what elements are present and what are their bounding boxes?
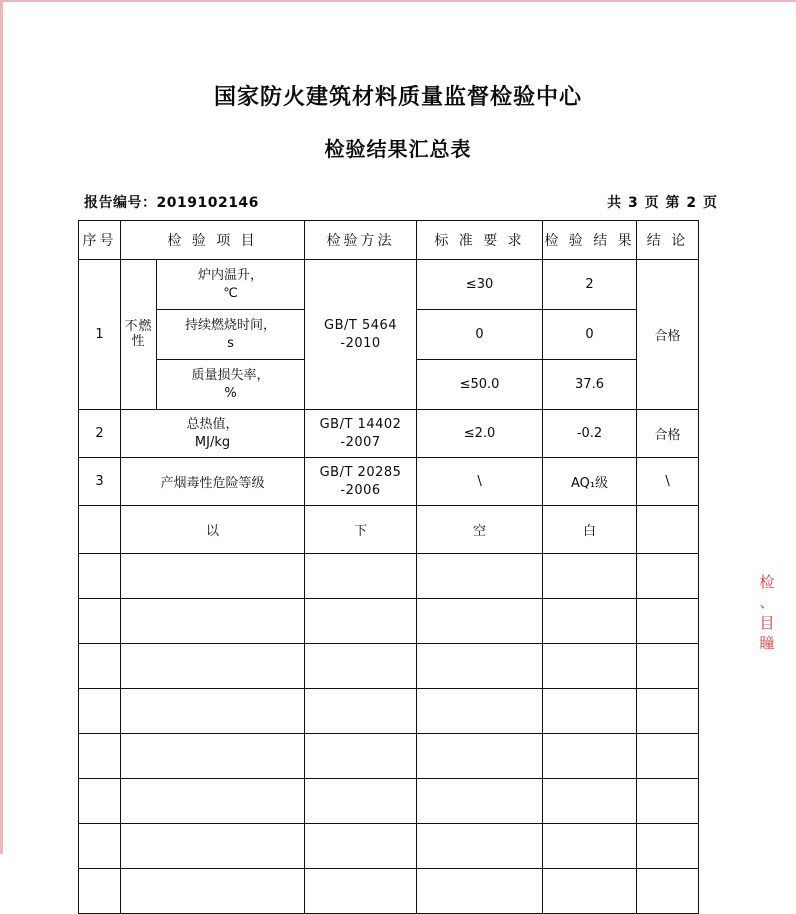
blank-cell: [121, 689, 305, 734]
blank-cell: [305, 554, 417, 599]
closing-no: [79, 506, 121, 554]
table-row-blank: [79, 599, 699, 644]
title-block: [0, 80, 796, 162]
page-title: 国家防火建筑材料质量监督检验中心: [213, 85, 582, 110]
closing-method: 下: [305, 506, 417, 554]
table-row-blank: [79, 644, 699, 689]
method-2-line1: GB/T 14402: [319, 416, 402, 432]
red-stamp-marking: [750, 572, 784, 732]
table-row-blank: [79, 869, 699, 914]
blank-cell: [637, 824, 699, 869]
blank-cell: [121, 554, 305, 599]
table-row-blank: [79, 689, 699, 734]
sub-item-1-2-line1: 持续燃烧时间，: [185, 317, 277, 333]
sub-item-1-1-line1: 炉内温升，: [198, 267, 264, 283]
item-2-line2: MJ/kg: [194, 434, 231, 450]
blank-cell: [121, 779, 305, 824]
blank-cell: [543, 779, 637, 824]
sub-item-1-1-line2: ℃: [223, 285, 238, 301]
blank-cell: [417, 824, 543, 869]
sub-item-1-3-line2: %: [224, 385, 237, 401]
blank-cell: [543, 824, 637, 869]
blank-cell: [79, 779, 121, 824]
blank-cell: [637, 869, 699, 914]
method-3-line2: -2006: [340, 482, 381, 498]
item-3: 产烟毒性危险等级: [121, 458, 305, 506]
header-conclusion: 结 论: [637, 221, 699, 260]
blank-cell: [121, 599, 305, 644]
blank-cell: [637, 734, 699, 779]
blank-cell: [79, 644, 121, 689]
blank-cell: [79, 824, 121, 869]
blank-cell: [79, 689, 121, 734]
closing-standard: 空: [417, 506, 543, 554]
method-1-line1: GB/T 5464: [324, 317, 398, 333]
closing-conclusion: [637, 506, 699, 554]
sub-item-1-2-line2: s: [227, 335, 234, 351]
report-number: 报告编号：2019102146: [84, 195, 259, 211]
standard-2: ≤2.0: [417, 410, 543, 458]
blank-cell: [417, 869, 543, 914]
header-method: 检验方法: [305, 221, 417, 260]
blank-cell: [305, 824, 417, 869]
row-no-3: 3: [79, 458, 121, 506]
table-row: [79, 458, 699, 506]
standard-1-3: ≤50.0: [417, 360, 543, 410]
blank-cell: [305, 689, 417, 734]
stamp-line-1: 检: [759, 573, 775, 591]
method-2: [305, 410, 417, 458]
blank-cell: [543, 599, 637, 644]
row-no-2: 2: [79, 410, 121, 458]
blank-cell: [305, 734, 417, 779]
row-group-label-1: 不燃性: [121, 260, 157, 410]
header-standard: 标 准 要 求: [417, 221, 543, 260]
blank-cell: [121, 869, 305, 914]
stamp-line-2: 、: [759, 593, 775, 612]
blank-cell: [543, 869, 637, 914]
results-table: [78, 220, 699, 914]
blank-cell: [417, 689, 543, 734]
stamp-line-4: 瞳: [759, 633, 775, 652]
blank-cell: [79, 869, 121, 914]
blank-cell: [543, 554, 637, 599]
header-item: 检 验 项 目: [121, 221, 305, 260]
standard-1-1: ≤30: [417, 260, 543, 310]
table-row: [79, 260, 699, 310]
method-1: [305, 260, 417, 410]
result-1-2: 0: [543, 310, 637, 360]
table-row-closing: [79, 506, 699, 554]
method-2-line2: -2007: [340, 434, 381, 450]
page-subtitle: 检验结果汇总表: [324, 137, 472, 161]
scan-edge-left: [0, 0, 3, 854]
report-meta: [0, 192, 796, 212]
stamp-line-3: 目: [759, 613, 775, 632]
standard-1-2: 0: [417, 310, 543, 360]
blank-cell: [79, 599, 121, 644]
scan-edge-top: [0, 0, 796, 2]
blank-cell: [417, 644, 543, 689]
blank-cell: [305, 869, 417, 914]
item-2-line1: 总热值，: [186, 416, 239, 432]
result-3: AQ₁级: [543, 458, 637, 506]
blank-cell: [305, 599, 417, 644]
blank-cell: [121, 824, 305, 869]
conclusion-1: 合格: [637, 260, 699, 410]
sub-item-1-1: [157, 260, 305, 310]
closing-item: 以: [121, 506, 305, 554]
blank-cell: [417, 554, 543, 599]
table-header-row: [79, 221, 699, 260]
result-1-3: 37.6: [543, 360, 637, 410]
table-row-blank: [79, 554, 699, 599]
blank-cell: [417, 599, 543, 644]
blank-cell: [305, 779, 417, 824]
blank-cell: [637, 599, 699, 644]
table-row-blank: [79, 734, 699, 779]
header-no: 序号: [79, 221, 121, 260]
blank-cell: [305, 644, 417, 689]
blank-cell: [637, 689, 699, 734]
blank-cell: [417, 779, 543, 824]
sub-item-1-3-line1: 质量损失率，: [191, 367, 270, 383]
blank-cell: [121, 734, 305, 779]
blank-cell: [543, 734, 637, 779]
page-number: 共 3 页 第 2 页: [607, 195, 718, 211]
item-2: [121, 410, 305, 458]
blank-cell: [79, 554, 121, 599]
sub-item-1-2: [157, 310, 305, 360]
method-1-line2: -2010: [340, 335, 381, 351]
table-row-blank: [79, 824, 699, 869]
conclusion-2: 合格: [637, 410, 699, 458]
blank-cell: [543, 689, 637, 734]
method-3: [305, 458, 417, 506]
blank-cell: [417, 734, 543, 779]
blank-cell: [543, 644, 637, 689]
table-row: [79, 410, 699, 458]
blank-cell: [637, 779, 699, 824]
table-row-blank: [79, 779, 699, 824]
result-1-1: 2: [543, 260, 637, 310]
result-2: -0.2: [543, 410, 637, 458]
closing-result: 白: [543, 506, 637, 554]
header-result: 检 验 结 果: [543, 221, 637, 260]
blank-cell: [79, 734, 121, 779]
blank-cell: [121, 644, 305, 689]
method-3-line1: GB/T 20285: [319, 464, 402, 480]
blank-cell: [637, 554, 699, 599]
blank-cell: [637, 644, 699, 689]
row-no-1: 1: [79, 260, 121, 410]
sub-item-1-3: [157, 360, 305, 410]
standard-3: \: [417, 458, 543, 506]
conclusion-3: \: [637, 458, 699, 506]
